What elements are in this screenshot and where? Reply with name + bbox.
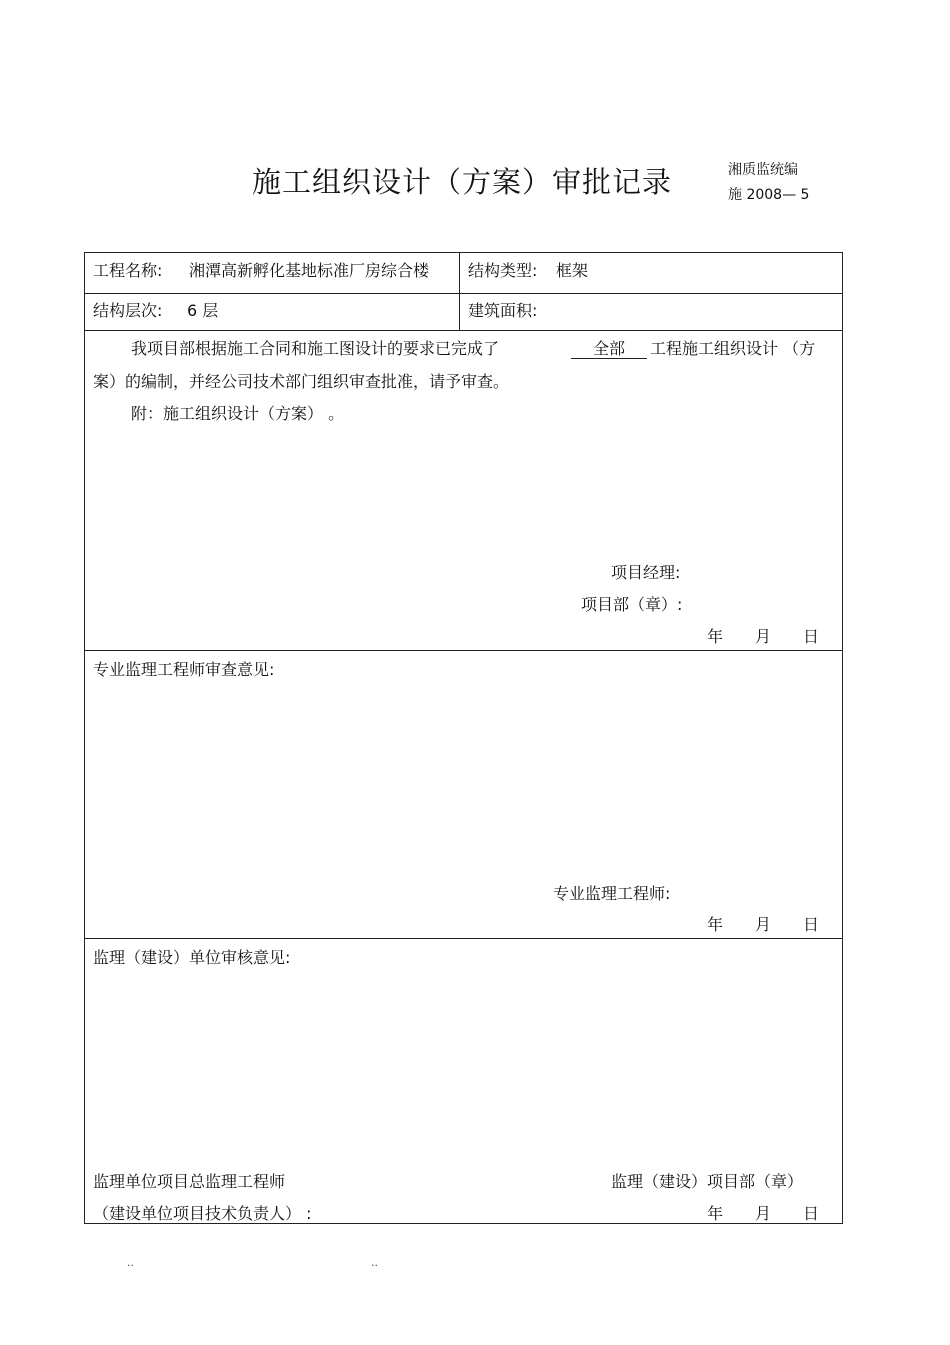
chief-engineer-label: 监理单位项目总监理工程师 (93, 1172, 286, 1191)
date-day: 日 (803, 1204, 820, 1223)
project-manager-label: 项目经理: (611, 563, 681, 582)
column-divider (459, 253, 460, 330)
project-name-label: 工程名称: (93, 261, 163, 280)
building-area-label: 建筑面积: (468, 301, 538, 320)
attachment-text: 附：施工组织设计（方案） 。 (131, 404, 345, 423)
date-month: 月 (755, 1204, 772, 1223)
date-year: 年 (707, 627, 724, 646)
unit-review-title: 监理（建设）单位审核意见: (93, 948, 291, 967)
project-name-value: 湘潭高新孵化基地标准厂房综合楼 (189, 261, 430, 280)
date-year: 年 (707, 1204, 724, 1223)
row-divider (85, 330, 842, 331)
page-title: 施工组织设计（方案）审批记录 (252, 165, 673, 199)
structure-type-value: 框架 (556, 261, 589, 280)
row-divider (85, 293, 842, 294)
structure-floors-value: 6 层 (187, 301, 219, 320)
structure-floors-label: 结构层次: (93, 301, 163, 320)
footer-mark: .. (371, 1256, 378, 1269)
date-day: 日 (803, 627, 820, 646)
tech-leader-label: （建设单位项目技术负责人） : (93, 1204, 312, 1223)
date-year: 年 (707, 915, 724, 934)
date-day: 日 (803, 915, 820, 934)
date-month: 月 (755, 915, 772, 934)
footer-mark: .. (127, 1256, 134, 1269)
scope-value: 全部 (571, 340, 647, 359)
declaration-line1-tail: 工程施工组织设计 （方 (650, 339, 816, 358)
supervision-dept-seal-label: 监理（建设）项目部（章） (611, 1172, 804, 1191)
scope-blank-field (571, 339, 647, 359)
project-dept-seal-label: 项目部（章）: (581, 595, 683, 614)
structure-type-label: 结构类型: (468, 261, 538, 280)
form-code-line1: 湘质监统编 (728, 162, 798, 178)
section-divider (85, 938, 842, 939)
form-code-line2: 施 2008— 5 (728, 187, 810, 203)
declaration-line2-text: 案）的编制，并经公司技术部门组织审查批准，请予审查。 (93, 372, 510, 391)
approval-form-table (84, 252, 843, 1224)
date-month: 月 (755, 627, 772, 646)
section-divider (85, 650, 842, 651)
supervisor-review-title: 专业监理工程师审查意见: (93, 660, 275, 679)
declaration-line1-text: 我项目部根据施工合同和施工图设计的要求已完成了 (131, 339, 500, 358)
supervisor-engineer-label: 专业监理工程师: (553, 884, 671, 903)
